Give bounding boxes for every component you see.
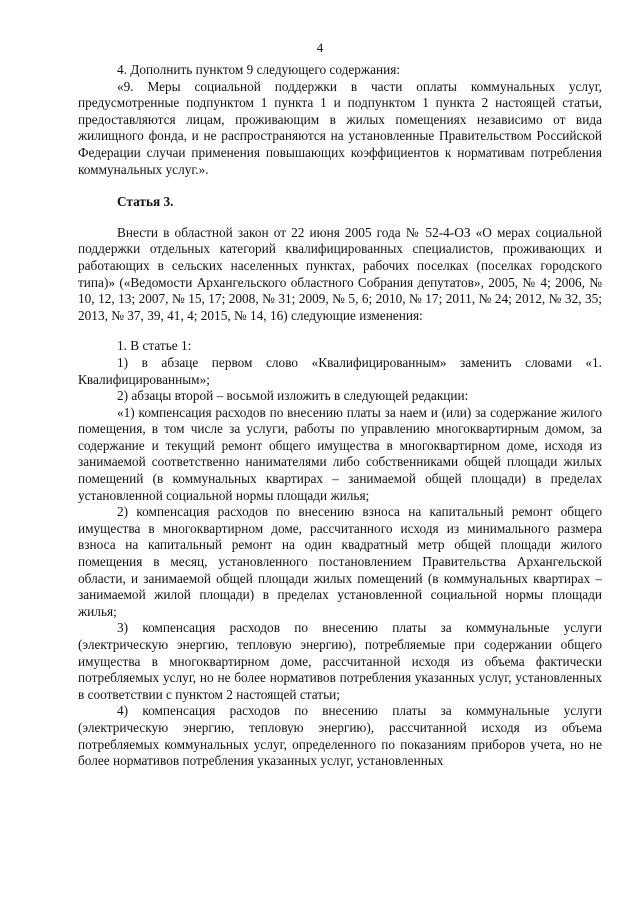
paragraph-compensation-4: 4) компенсация расходов по внесению платы за коммунальные услуги (электрическую энергию, тепловую энергию), рассчитанной исходя из объема потребляемых коммунальных услуг, определенного по показаниям приборов учета, но не более нормативов потребления указанных услуг, установленных <box>78 703 602 769</box>
paragraph-compensation-1: «1) компенсация расходов по внесению платы за наем и (или) за содержание жилого помещения, в том числе за услуги, работы по управлению многоквартирным домом, за содержание и текущий ремонт общего имущества в многоквартирном доме, исходя из занимаемой соответственно нанимателями либо собственниками общей площади жилых помещений (в коммунальных квартирах – занимаемой общей площади) в пределах установленной социальной нормы площади жилья; <box>78 404 602 503</box>
paragraph-compensation-3: 3) компенсация расходов по внесению платы за коммунальные услуги (электрическую энергию, тепловую энергию), потребляемые при содержании общего имущества в многоквартирном доме, рассчитанной исходя из объема фактически потребляемых услуг, но не более нормативов потребления указанных услуг, установленных в соответствии с пунктом 2 настоящей статьи; <box>78 620 602 702</box>
document-body <box>78 62 602 770</box>
paragraph-subitem-1: 1) в абзаце первом слово «Квалифицированным» заменить словами «1. Квалифицированным»; <box>78 354 602 387</box>
paragraph-item-9-text: «9. Меры социальной поддержки в части оплаты коммунальных услуг, предусмотренные подпунктом 1 пункта 1 и подпунктом 1 пункта 2 настоящей статьи, предоставляются лицам, проживающим в жилых помещениях независимо от вида жилищного фонда, и не распространяются на установленные Правительством Российской Федерации случаи применения повышающих коэффициентов к нормативам потребления коммунальных услуг.». <box>78 78 602 177</box>
paragraph-intro: Внести в областной закон от 22 июня 2005 года № 52-4-ОЗ «О мерах социальной поддержки отдельных категорий квалифицированных специалистов, проживающих и работающих в сельских населенных пунктах, рабочих поселках (поселках городского типа)» («Ведомости Архангельского областного Собрания депутатов», 2005, № 4; 2006, № 10, 12, 13; 2007, № 15, 17; 2008, № 31; 2009, № 5, 6; 2010, № 17; 2011, № 24; 2012, № 32, 35; 2013, № 37, 39, 41, 4; 2015, № 14, 16) следующие изменения: <box>78 224 602 323</box>
paragraph-item-4: 4. Дополнить пунктом 9 следующего содержания: <box>117 62 401 77</box>
paragraph-subitem-2: 2) абзацы второй – восьмой изложить в следующей редакции: <box>117 388 469 404</box>
page-number: 4 <box>316 40 324 55</box>
paragraph-article-1: 1. В статье 1: <box>117 338 192 354</box>
paragraph-compensation-2: 2) компенсация расходов по внесению взноса на капитальный ремонт общего имущества в многоквартирном доме, рассчитанного исходя из минимального размера взноса на капитальный ремонт на один квадратный метр общей площади жилого помещения в месяц, установленного постановлением Правительства Архангельской области, и занимаемой общей площади жилых помещений (в коммунальных квартирах – занимаемой жилой площади) в пределах установленной социальной нормы площади жилья; <box>78 504 602 619</box>
article-heading: Статья 3. <box>117 194 174 210</box>
